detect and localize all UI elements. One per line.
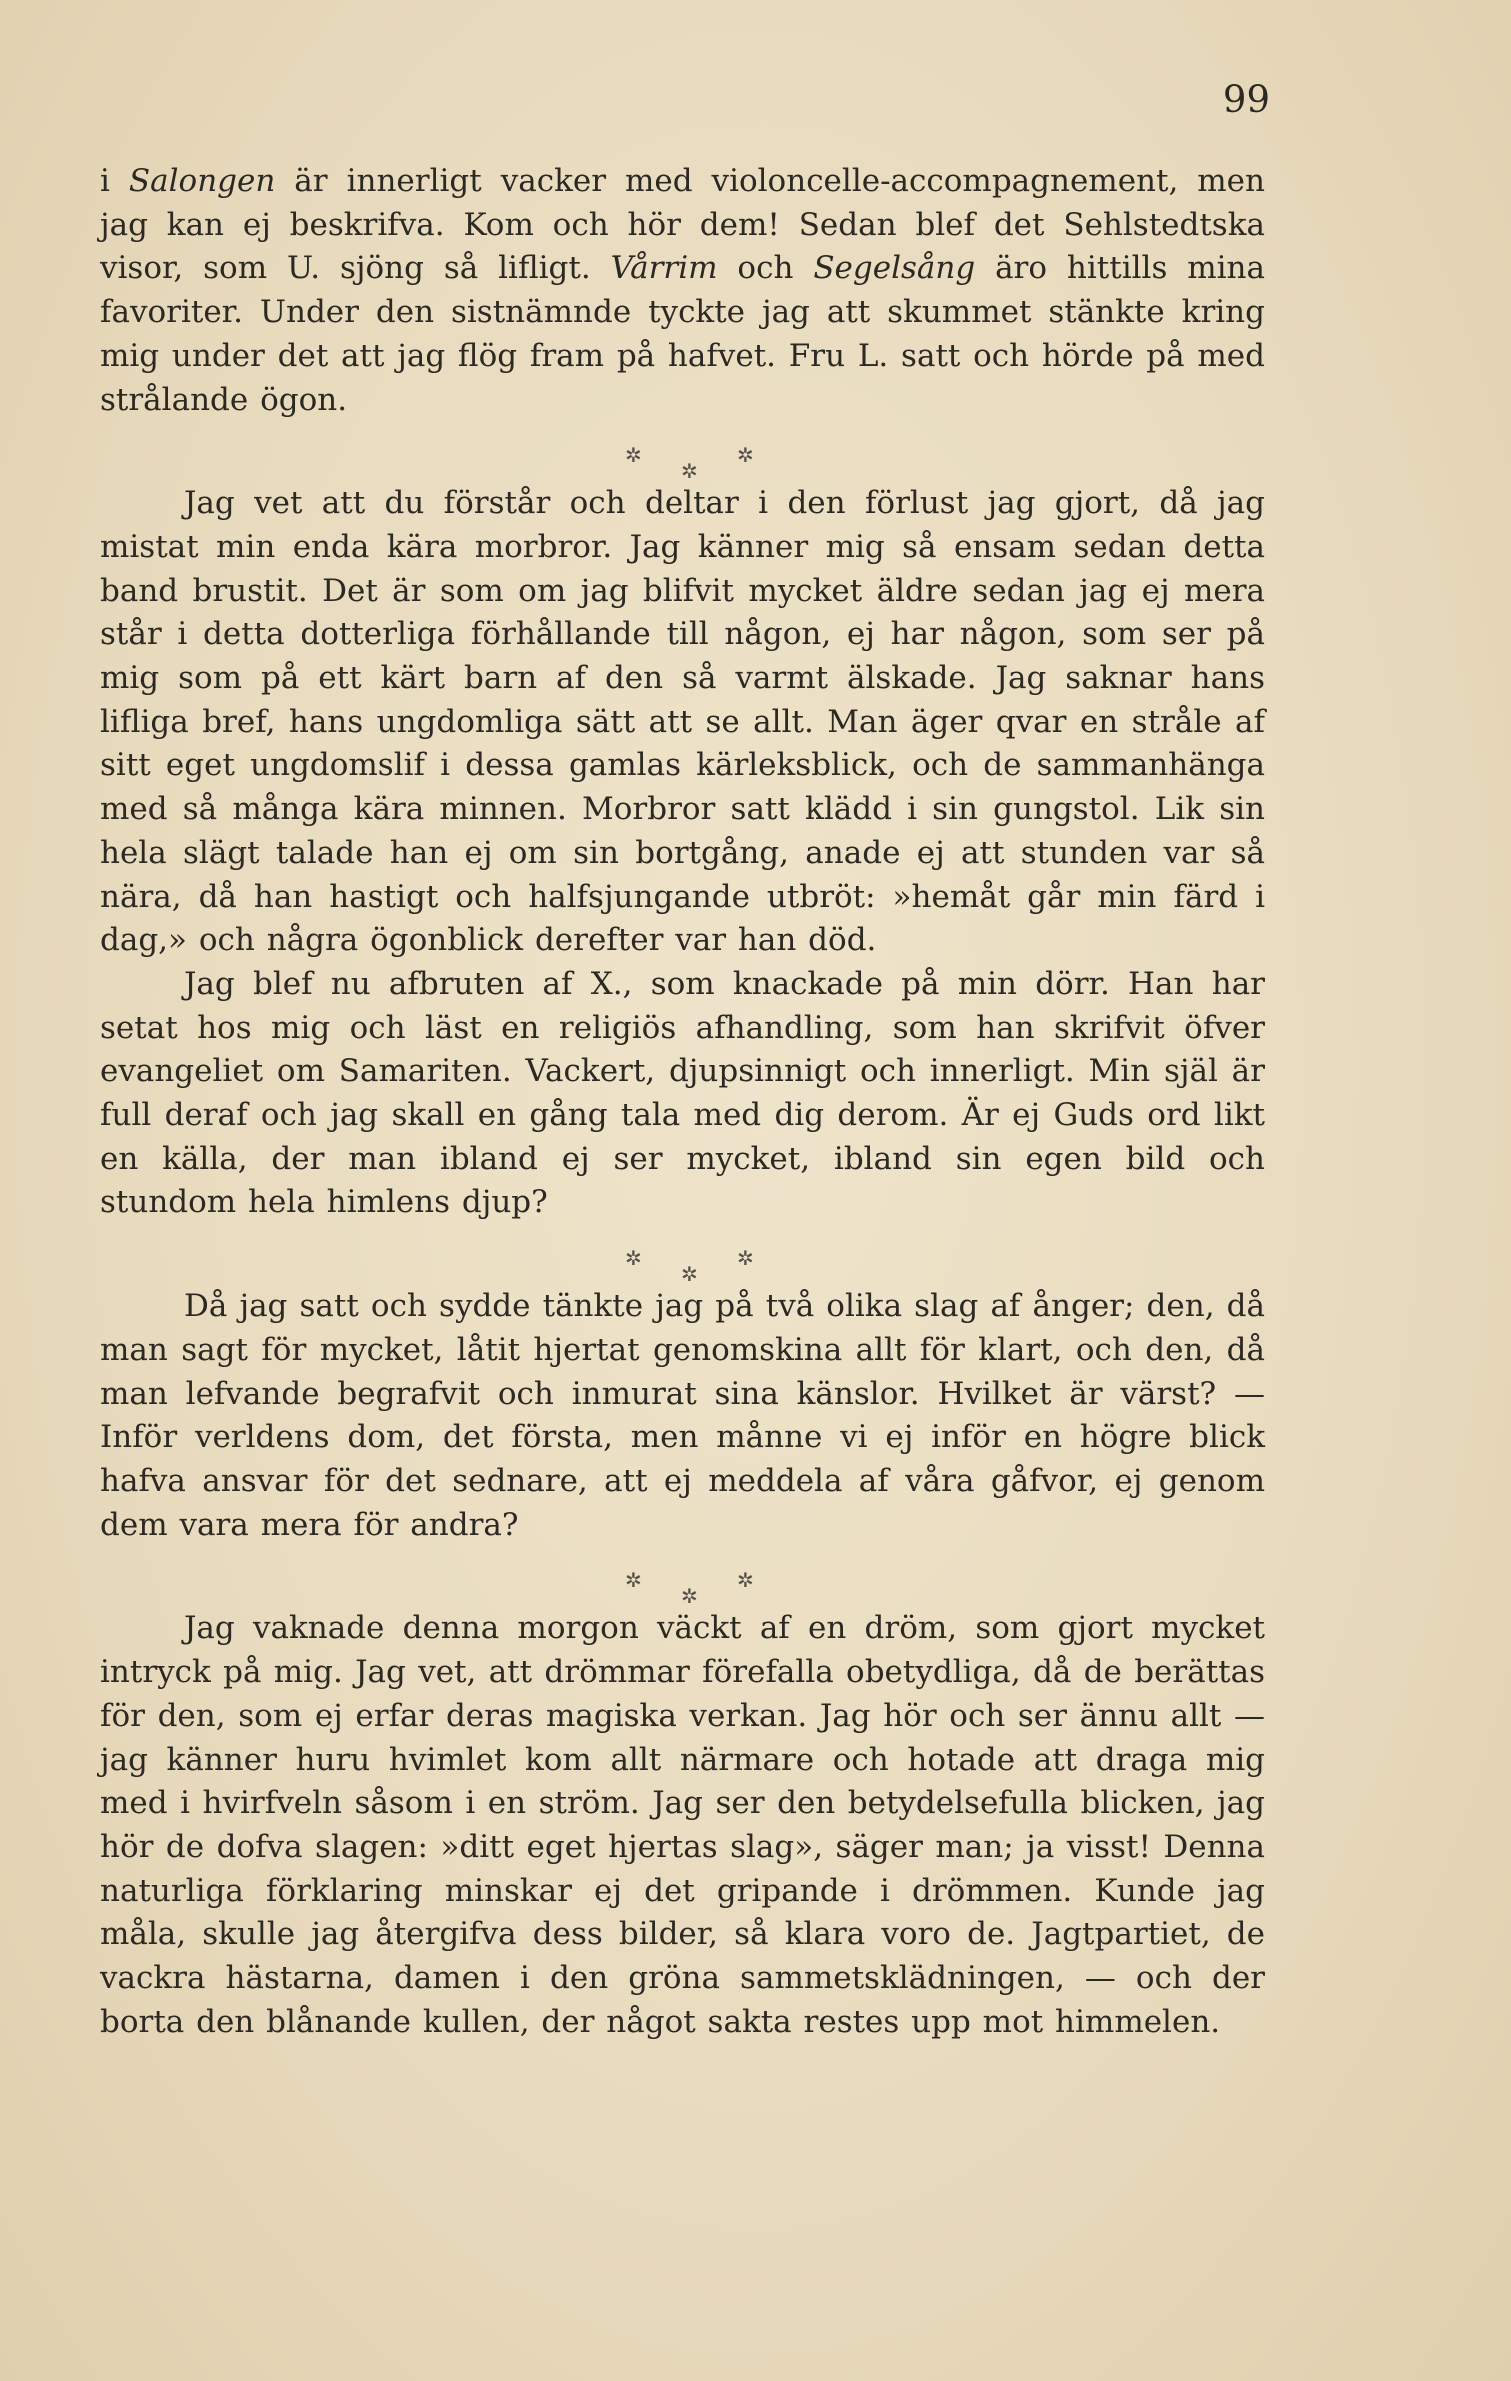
text-run: i <box>100 163 129 199</box>
star-ornament: ✲ <box>681 1584 698 1609</box>
star-ornament: ✲ <box>625 1568 642 1593</box>
section-divider <box>100 1225 1265 1285</box>
page-body <box>100 160 1265 2044</box>
text-run: Jag blef nu afbruten af X., som knackade på min dörr. Han har setat hos mig och läst en religiös afhandling, som han skrifvit öfver evangeliet om Samariten. Vackert, djupsinnigt och innerligt. Min själ är full deraf och jag skall en gång tala med dig derom. Är ej Guds ord likt en källa, der man ibland ej ser mycket, ibland sin egen bild och stundom hela himlens djup? <box>100 965 1265 1221</box>
section-divider <box>100 1547 1265 1607</box>
section-divider <box>100 422 1265 482</box>
text-run: Jag vaknade denna morgon väckt af en dröm, som gjort mycket intryck på mig. Jag vet, att drömmar förefalla obetydliga, då de berättas för den, som ej erfar deras magiska verkan. Jag hör och ser ännu allt — jag känner huru hvimlet kom allt närmare och hotade att draga mig med i hvirfveln såsom i en ström. Jag ser den betydelsefulla blicken, jag hör de dofva slagen: »ditt eget hjertas slag», säger man; ja visst! Denna naturliga förklaring minskar ej det gripande i drömmen. Kunde jag måla, skulle jag återgifva dess bilder, så klara voro de. Jagtpartiet, de vackra hästarna, damen i den gröna sammetsklädningen, — och der borta den blånande kullen, der något sakta restes upp mot himmelen. <box>100 1610 1265 2040</box>
star-ornament: ✲ <box>625 1246 642 1271</box>
text-run: Jag vet att du förstår och deltar i den förlust jag gjort, då jag mistat min enda kära morbror. Jag känner mig så ensam sedan detta band brustit. Det är som om jag blifvit mycket äldre sedan jag ej mera står i detta dotterliga förhållande till någon, ej har någon, som ser på mig som på ett kärt barn af den så varmt älskade. Jag saknar hans lifliga bref, hans ungdomliga sätt att se allt. Man äger qvar en stråle af sitt eget ungdomslif i dessa gamlas kärleksblick, och de sammanhänga med så många kära minnen. Morbror satt klädd i sin gungstol. Lik sin hela slägt talade han ej om sin bortgång, anade ej att stunden var så nära, då han hastigt och halfsjungande utbröt: »hemåt går min färd i dag,» och några ögonblick derefter var han död. <box>100 485 1265 959</box>
star-ornament: ✲ <box>681 459 698 484</box>
italic-title: Segelsång <box>813 250 976 287</box>
star-ornament: ✲ <box>737 443 754 468</box>
text-run: äro hittills mina favoriter. Under den sistnämnde tyckte jag att skummet stänkte kring mig under det att jag flög fram på hafvet. Fru L. satt och hörde på med strålande ögon. <box>100 250 1265 418</box>
asterism-icon <box>625 1235 765 1287</box>
text-run: är innerligt vacker med violoncelle-accompagnement, men jag kan ej beskrifva. Kom och hör dem! Sedan blef det Sehlstedtska visor, som U. sjöng så lifligt. <box>100 163 1265 287</box>
paragraph <box>100 1285 1265 1547</box>
paragraph <box>100 1607 1265 2044</box>
star-ornament: ✲ <box>625 443 642 468</box>
page-number: 99 <box>1222 78 1270 121</box>
paragraph <box>100 482 1265 963</box>
star-ornament: ✲ <box>737 1246 754 1271</box>
paragraph <box>100 160 1265 422</box>
asterism-icon <box>625 432 765 484</box>
asterism-icon <box>625 1557 765 1609</box>
italic-title: Vårrim <box>610 250 718 287</box>
text-run: Då jag satt och sydde tänkte jag på två olika slag af ånger; den, då man sagt för mycket, låtit hjertat genomskina allt för klart, och den, då man lefvande begrafvit och inmurat sina känslor. Hvilket är värst? — Inför verldens dom, det första, men månne vi ej inför en högre blick hafva ansvar för det sednare, att ej meddela af våra gåfvor, ej genom dem vara mera för andra? <box>100 1288 1265 1543</box>
star-ornament: ✲ <box>737 1568 754 1593</box>
paragraph <box>100 963 1265 1225</box>
star-ornament: ✲ <box>681 1262 698 1287</box>
text-run: och <box>717 250 814 287</box>
italic-title: Salongen <box>128 163 276 199</box>
